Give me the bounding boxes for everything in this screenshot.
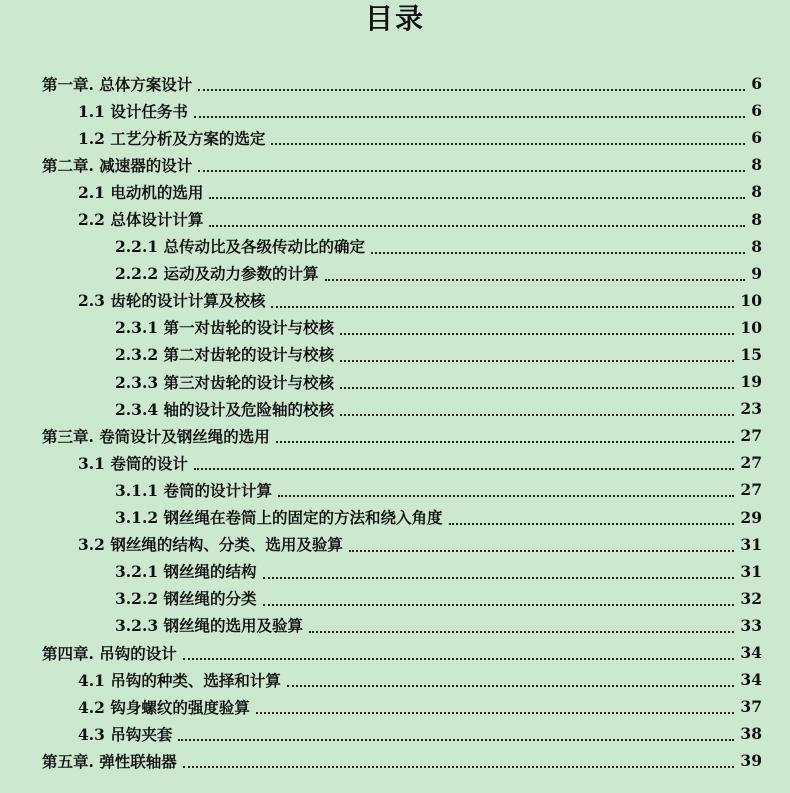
dot-leader — [449, 522, 735, 525]
toc-entry[interactable] — [0, 693, 790, 720]
toc-entry-page-number: 8 — [751, 182, 762, 202]
toc-entry-title: 4.3 吊钩夹套 — [78, 724, 173, 744]
dot-leader — [276, 440, 735, 443]
toc-entry-page-number: 33 — [740, 615, 762, 635]
toc-entry-page-number: 8 — [751, 155, 762, 175]
toc-entry-title: 3.2.2 钢丝绳的分类 — [115, 589, 257, 609]
toc-entry-title: 3.1 卷筒的设计 — [78, 453, 188, 473]
toc-entry-title: 3.2.3 钢丝绳的选用及验算 — [115, 616, 304, 636]
toc-entry-title: 3.2 钢丝绳的结构、分类、选用及验算 — [78, 535, 343, 555]
toc-entry-title: 2.3.2 第二对齿轮的设计与校核 — [115, 345, 335, 365]
toc-entry-page-number: 8 — [751, 236, 762, 256]
dot-leader — [183, 657, 735, 660]
dot-leader — [194, 115, 745, 118]
toc-entry-page-number: 32 — [740, 588, 762, 608]
toc-entry-page-number: 27 — [740, 480, 762, 500]
toc-entry-page-number: 8 — [751, 209, 762, 229]
toc-entry-page-number: 27 — [740, 453, 762, 473]
toc-entry-title: 第三章. 卷筒设计及钢丝绳的选用 — [42, 426, 270, 446]
dot-leader — [198, 169, 745, 172]
dot-leader — [209, 196, 745, 199]
toc-entry[interactable] — [0, 151, 790, 178]
toc-entry-title: 第二章. 减速器的设计 — [42, 155, 193, 175]
toc-entry[interactable] — [0, 504, 790, 531]
dot-leader — [325, 278, 746, 281]
dot-leader — [287, 684, 735, 687]
toc-entry-page-number: 37 — [740, 697, 762, 717]
toc-entry[interactable] — [0, 720, 790, 747]
toc-entry-title: 1.1 设计任务书 — [78, 101, 188, 121]
toc-entry-page-number: 6 — [751, 74, 762, 94]
toc-entry[interactable] — [0, 531, 790, 558]
toc-entry-page-number: 34 — [740, 670, 762, 690]
dot-leader — [309, 630, 734, 633]
dot-leader — [340, 413, 734, 416]
dot-leader — [340, 359, 734, 362]
toc-entry-title: 第一章. 总体方案设计 — [42, 74, 193, 94]
dot-leader — [271, 305, 734, 308]
toc-entry[interactable] — [0, 178, 790, 205]
toc-entry[interactable] — [0, 639, 790, 666]
dot-leader — [194, 467, 735, 470]
toc-entry-page-number: 10 — [740, 290, 762, 310]
toc-entry[interactable] — [0, 341, 790, 368]
toc-entry-title: 4.1 吊钩的种类、选择和计算 — [78, 670, 281, 690]
toc-entry-title: 1.2 工艺分析及方案的选定 — [78, 128, 266, 148]
toc-entry[interactable] — [0, 233, 790, 260]
dot-leader — [271, 142, 745, 145]
dot-leader — [278, 494, 734, 497]
table-of-contents — [0, 70, 790, 774]
toc-entry[interactable] — [0, 422, 790, 449]
toc-entry-page-number: 29 — [740, 507, 762, 527]
toc-entry[interactable] — [0, 124, 790, 151]
toc-entry-page-number: 27 — [740, 426, 762, 446]
toc-entry-title: 3.1.2 钢丝绳在卷筒上的固定的方法和绕入角度 — [115, 508, 443, 528]
toc-entry[interactable] — [0, 70, 790, 97]
toc-entry[interactable] — [0, 585, 790, 612]
toc-entry-title: 2.3.1 第一对齿轮的设计与校核 — [115, 318, 335, 338]
toc-entry-page-number: 31 — [740, 534, 762, 554]
toc-entry[interactable] — [0, 558, 790, 585]
toc-entry-page-number: 10 — [740, 317, 762, 337]
page-title: 目录 — [364, 2, 425, 35]
toc-entry-page-number: 31 — [740, 561, 762, 581]
dot-leader — [256, 711, 735, 714]
toc-entry-title: 2.2 总体设计计算 — [78, 210, 204, 230]
dot-leader — [349, 549, 735, 552]
toc-entry-page-number: 6 — [751, 101, 762, 121]
toc-entry[interactable] — [0, 287, 790, 314]
dot-leader — [371, 251, 745, 254]
toc-entry[interactable] — [0, 476, 790, 503]
toc-entry-title: 2.1 电动机的选用 — [78, 182, 204, 202]
toc-entry-title: 2.3.4 轴的设计及危险轴的校核 — [115, 399, 335, 419]
toc-entry[interactable] — [0, 666, 790, 693]
toc-entry-page-number: 6 — [751, 128, 762, 148]
toc-entry-page-number: 9 — [751, 263, 762, 283]
toc-entry-title: 第五章. 弹性联轴器 — [42, 751, 177, 771]
dot-leader — [183, 765, 735, 768]
toc-entry[interactable] — [0, 449, 790, 476]
toc-entry-page-number: 15 — [740, 344, 762, 364]
toc-entry-page-number: 23 — [740, 399, 762, 419]
toc-entry-page-number: 34 — [740, 643, 762, 663]
toc-entry-page-number: 38 — [740, 724, 762, 744]
toc-entry-page-number: 39 — [740, 751, 762, 771]
toc-entry-title: 3.1.1 卷筒的设计计算 — [115, 480, 273, 500]
dot-leader — [340, 332, 734, 335]
toc-entry-page-number: 19 — [740, 372, 762, 392]
toc-entry-title: 2.2.1 总传动比及各级传动比的确定 — [115, 237, 366, 257]
toc-entry[interactable] — [0, 612, 790, 639]
dot-leader — [178, 738, 734, 741]
toc-entry-title: 2.2.2 运动及动力参数的计算 — [115, 264, 319, 284]
dot-leader — [198, 88, 745, 91]
dot-leader — [263, 603, 735, 606]
toc-entry-title: 2.3 齿轮的设计计算及校核 — [78, 291, 266, 311]
dot-leader — [209, 224, 745, 227]
dot-leader — [263, 576, 735, 579]
toc-entry[interactable] — [0, 395, 790, 422]
dot-leader — [340, 386, 734, 389]
toc-entry[interactable] — [0, 314, 790, 341]
toc-entry[interactable] — [0, 260, 790, 287]
toc-entry-title: 3.2.1 钢丝绳的结构 — [115, 562, 257, 582]
toc-entry[interactable] — [0, 747, 790, 774]
toc-entry-title: 4.2 钩身螺纹的强度验算 — [78, 697, 250, 717]
toc-entry[interactable] — [0, 368, 790, 395]
toc-entry-title: 2.3.3 第三对齿轮的设计与校核 — [115, 372, 335, 392]
toc-entry[interactable] — [0, 205, 790, 232]
toc-entry-title: 第四章. 吊钩的设计 — [42, 643, 177, 663]
toc-entry[interactable] — [0, 97, 790, 124]
